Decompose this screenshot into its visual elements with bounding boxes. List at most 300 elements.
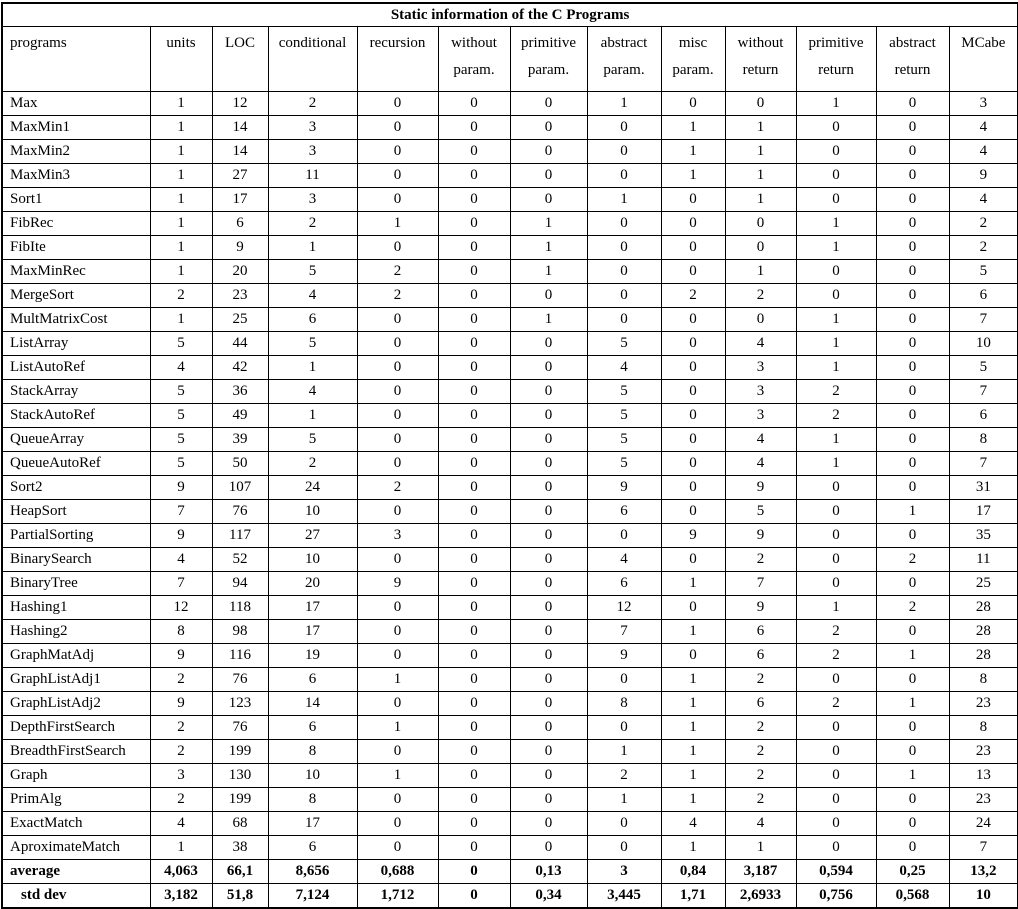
value-cell: 5: [150, 380, 212, 404]
value-cell: 2: [949, 212, 1018, 236]
value-cell: 1: [725, 836, 796, 860]
value-cell: 0: [876, 92, 949, 116]
col-header-line1: primitive: [808, 35, 864, 51]
value-cell: 0: [510, 500, 587, 524]
value-cell: 5: [587, 428, 661, 452]
value-cell: 1: [725, 188, 796, 212]
value-cell: 0: [661, 404, 725, 428]
table-row: [2, 764, 1018, 788]
value-cell: 2: [268, 92, 357, 116]
value-cell: 0: [876, 140, 949, 164]
value-cell: 9: [357, 572, 438, 596]
value-cell: 8,656: [268, 860, 357, 884]
value-cell: 0: [661, 548, 725, 572]
value-cell: 0: [796, 284, 876, 308]
value-cell: 0: [661, 236, 725, 260]
value-cell: 0: [438, 380, 510, 404]
value-cell: 1: [661, 572, 725, 596]
value-cell: 0: [357, 620, 438, 644]
table-row: [2, 572, 1018, 596]
value-cell: 13,2: [949, 860, 1018, 884]
value-cell: 1: [268, 236, 357, 260]
value-cell: 2: [876, 548, 949, 572]
value-cell: 14: [212, 140, 268, 164]
value-cell: 0: [876, 836, 949, 860]
value-cell: 1: [661, 116, 725, 140]
value-cell: 1: [150, 92, 212, 116]
value-cell: 0: [876, 572, 949, 596]
value-cell: 0: [510, 836, 587, 860]
value-cell: 0: [357, 812, 438, 836]
value-cell: 0: [357, 164, 438, 188]
value-cell: 0: [357, 740, 438, 764]
col-header-line1: without: [451, 35, 497, 51]
value-cell: 5: [587, 452, 661, 476]
value-cell: 0: [796, 716, 876, 740]
value-cell: 0: [438, 500, 510, 524]
value-cell: 0,13: [510, 860, 587, 884]
value-cell: 4: [725, 428, 796, 452]
value-cell: 0: [587, 212, 661, 236]
value-cell: 4: [268, 284, 357, 308]
program-name-cell: MaxMinRec: [2, 260, 150, 284]
value-cell: 0: [796, 548, 876, 572]
program-name-cell: QueueArray: [2, 428, 150, 452]
value-cell: 0: [510, 788, 587, 812]
value-cell: 1: [661, 164, 725, 188]
value-cell: 0: [725, 212, 796, 236]
value-cell: 0: [796, 164, 876, 188]
value-cell: 0: [876, 164, 949, 188]
value-cell: 4: [587, 356, 661, 380]
table-row: [2, 92, 1018, 116]
value-cell: 0: [796, 140, 876, 164]
table-row: [2, 164, 1018, 188]
value-cell: 0: [510, 92, 587, 116]
value-cell: 0: [661, 644, 725, 668]
value-cell: 0: [661, 92, 725, 116]
value-cell: 0: [876, 404, 949, 428]
value-cell: 0,568: [876, 884, 949, 909]
value-cell: 3: [725, 356, 796, 380]
program-name-cell: MaxMin2: [2, 140, 150, 164]
value-cell: 0: [661, 188, 725, 212]
value-cell: 3: [587, 860, 661, 884]
col-header-line1: programs: [10, 35, 67, 51]
value-cell: 10: [949, 332, 1018, 356]
value-cell: 35: [949, 524, 1018, 548]
value-cell: 0: [796, 740, 876, 764]
value-cell: 24: [268, 476, 357, 500]
value-cell: 199: [212, 740, 268, 764]
value-cell: 2: [661, 284, 725, 308]
table-row: [2, 812, 1018, 836]
value-cell: 117: [212, 524, 268, 548]
value-cell: 2: [725, 284, 796, 308]
table-row: [2, 692, 1018, 716]
value-cell: 3: [150, 764, 212, 788]
value-cell: 0: [357, 596, 438, 620]
value-cell: 0: [661, 380, 725, 404]
value-cell: 0: [438, 836, 510, 860]
value-cell: 9: [949, 164, 1018, 188]
value-cell: 2: [796, 620, 876, 644]
value-cell: 130: [212, 764, 268, 788]
program-name-cell: MaxMin1: [2, 116, 150, 140]
value-cell: 1: [268, 404, 357, 428]
value-cell: 6: [212, 212, 268, 236]
value-cell: 4: [725, 812, 796, 836]
value-cell: 0,34: [510, 884, 587, 909]
program-name-cell: Sort2: [2, 476, 150, 500]
program-name-cell: MergeSort: [2, 284, 150, 308]
program-name-cell: StackAutoRef: [2, 404, 150, 428]
value-cell: 0: [438, 668, 510, 692]
value-cell: 0,756: [796, 884, 876, 909]
value-cell: 66,1: [212, 860, 268, 884]
value-cell: 1: [796, 452, 876, 476]
value-cell: 0: [876, 308, 949, 332]
program-name-cell: Max: [2, 92, 150, 116]
value-cell: 3,182: [150, 884, 212, 909]
value-cell: 0: [357, 332, 438, 356]
value-cell: 0: [796, 812, 876, 836]
table-row: [2, 212, 1018, 236]
value-cell: 94: [212, 572, 268, 596]
value-cell: 0: [876, 668, 949, 692]
value-cell: 6: [268, 716, 357, 740]
stddev-row: [2, 884, 1018, 909]
value-cell: 1: [661, 716, 725, 740]
value-cell: 1: [725, 140, 796, 164]
value-cell: 2: [150, 668, 212, 692]
value-cell: 20: [212, 260, 268, 284]
value-cell: 3: [949, 92, 1018, 116]
col-header-primitive-param: [510, 27, 587, 92]
value-cell: 0: [357, 548, 438, 572]
value-cell: 0: [438, 140, 510, 164]
value-cell: 4: [268, 380, 357, 404]
value-cell: 8: [587, 692, 661, 716]
value-cell: 0: [438, 260, 510, 284]
value-cell: 2: [796, 644, 876, 668]
value-cell: 0: [661, 476, 725, 500]
value-cell: 0: [876, 284, 949, 308]
table-row: [2, 476, 1018, 500]
value-cell: 0: [587, 524, 661, 548]
value-cell: 0: [510, 116, 587, 140]
value-cell: 5: [725, 500, 796, 524]
column-header-row: [2, 27, 1018, 92]
value-cell: 1: [661, 692, 725, 716]
value-cell: 9: [587, 476, 661, 500]
value-cell: 0: [876, 212, 949, 236]
value-cell: 1: [150, 140, 212, 164]
value-cell: 2: [796, 380, 876, 404]
value-cell: 42: [212, 356, 268, 380]
value-cell: 10: [949, 884, 1018, 909]
value-cell: 0: [357, 836, 438, 860]
value-cell: 1: [725, 164, 796, 188]
value-cell: 6: [268, 308, 357, 332]
value-cell: 7: [587, 620, 661, 644]
value-cell: 0: [876, 788, 949, 812]
value-cell: 1: [150, 164, 212, 188]
value-cell: 0: [510, 764, 587, 788]
value-cell: 44: [212, 332, 268, 356]
value-cell: 0: [357, 452, 438, 476]
program-name-cell: DepthFirstSearch: [2, 716, 150, 740]
value-cell: 0: [438, 644, 510, 668]
program-name-cell: ExactMatch: [2, 812, 150, 836]
program-name-cell: PrimAlg: [2, 788, 150, 812]
value-cell: 25: [212, 308, 268, 332]
col-header-line1: conditional: [278, 35, 347, 51]
value-cell: 20: [268, 572, 357, 596]
value-cell: 23: [949, 692, 1018, 716]
value-cell: 9: [150, 692, 212, 716]
value-cell: 3: [725, 404, 796, 428]
value-cell: 0: [796, 764, 876, 788]
value-cell: 1: [587, 92, 661, 116]
value-cell: 13: [949, 764, 1018, 788]
value-cell: 0: [438, 284, 510, 308]
value-cell: 9: [150, 524, 212, 548]
program-name-cell: GraphListAdj1: [2, 668, 150, 692]
value-cell: 3: [268, 140, 357, 164]
value-cell: 0: [438, 620, 510, 644]
value-cell: 50: [212, 452, 268, 476]
col-header-abstract-param: [587, 27, 661, 92]
value-cell: 1: [357, 764, 438, 788]
program-name-cell: GraphListAdj2: [2, 692, 150, 716]
value-cell: 4: [150, 356, 212, 380]
value-cell: 0: [876, 740, 949, 764]
value-cell: 1: [150, 116, 212, 140]
value-cell: 199: [212, 788, 268, 812]
value-cell: 118: [212, 596, 268, 620]
col-header-conditional: [268, 27, 357, 92]
value-cell: 0: [357, 356, 438, 380]
col-header-without-param: [438, 27, 510, 92]
table-row: [2, 620, 1018, 644]
value-cell: 0: [587, 236, 661, 260]
value-cell: 0: [725, 236, 796, 260]
value-cell: 2: [357, 284, 438, 308]
program-name-cell: Sort1: [2, 188, 150, 212]
value-cell: 1: [510, 236, 587, 260]
value-cell: 2: [357, 260, 438, 284]
value-cell: 1: [661, 764, 725, 788]
value-cell: 1: [268, 356, 357, 380]
value-cell: 52: [212, 548, 268, 572]
static-info-table: [1, 2, 1018, 909]
value-cell: 0: [587, 668, 661, 692]
value-cell: 17: [212, 188, 268, 212]
value-cell: 0: [438, 572, 510, 596]
value-cell: 0: [796, 260, 876, 284]
value-cell: 0: [510, 620, 587, 644]
value-cell: 0: [796, 668, 876, 692]
table-row: [2, 284, 1018, 308]
value-cell: 0: [661, 308, 725, 332]
table-row: [2, 524, 1018, 548]
table-row: [2, 596, 1018, 620]
table-row: [2, 668, 1018, 692]
value-cell: 0: [796, 188, 876, 212]
col-header-abstract-return: [876, 27, 949, 92]
value-cell: 0: [357, 788, 438, 812]
value-cell: 2: [725, 740, 796, 764]
value-cell: 0: [510, 284, 587, 308]
value-cell: 0: [438, 332, 510, 356]
value-cell: 0: [510, 164, 587, 188]
value-cell: 4: [949, 116, 1018, 140]
value-cell: 0: [876, 356, 949, 380]
value-cell: 5: [587, 404, 661, 428]
value-cell: 0,84: [661, 860, 725, 884]
value-cell: 0: [876, 236, 949, 260]
value-cell: 0: [438, 356, 510, 380]
value-cell: 0: [876, 380, 949, 404]
value-cell: 1: [661, 140, 725, 164]
value-cell: 6: [268, 836, 357, 860]
value-cell: 2: [587, 764, 661, 788]
value-cell: 0: [510, 356, 587, 380]
value-cell: 1: [510, 308, 587, 332]
value-cell: 116: [212, 644, 268, 668]
value-cell: 0: [438, 764, 510, 788]
value-cell: 5: [150, 452, 212, 476]
value-cell: 1: [796, 356, 876, 380]
value-cell: 1: [150, 308, 212, 332]
value-cell: 1: [150, 188, 212, 212]
value-cell: 14: [268, 692, 357, 716]
value-cell: 1: [510, 212, 587, 236]
value-cell: 6: [725, 692, 796, 716]
value-cell: 0: [357, 92, 438, 116]
value-cell: 1: [796, 428, 876, 452]
value-cell: 3,187: [725, 860, 796, 884]
value-cell: 0,594: [796, 860, 876, 884]
value-cell: 1: [510, 260, 587, 284]
value-cell: 3: [268, 116, 357, 140]
value-cell: 0: [510, 668, 587, 692]
value-cell: 0: [357, 116, 438, 140]
value-cell: 0: [796, 116, 876, 140]
value-cell: 23: [212, 284, 268, 308]
value-cell: 0: [357, 188, 438, 212]
value-cell: 9: [725, 524, 796, 548]
program-name-cell: ListArray: [2, 332, 150, 356]
value-cell: 1: [357, 212, 438, 236]
col-header-line2: return: [742, 62, 779, 78]
value-cell: 8: [949, 668, 1018, 692]
value-cell: 0: [510, 596, 587, 620]
value-cell: 0: [438, 308, 510, 332]
value-cell: 7: [150, 572, 212, 596]
value-cell: 0: [438, 428, 510, 452]
col-header-line2: param.: [603, 62, 645, 78]
value-cell: 1: [587, 188, 661, 212]
value-cell: 5: [949, 260, 1018, 284]
value-cell: 0: [587, 308, 661, 332]
value-cell: 12: [587, 596, 661, 620]
program-name-cell: Graph: [2, 764, 150, 788]
value-cell: 0: [876, 812, 949, 836]
value-cell: 7: [150, 500, 212, 524]
value-cell: 7: [725, 572, 796, 596]
value-cell: 7: [949, 836, 1018, 860]
value-cell: 0: [876, 116, 949, 140]
value-cell: 0: [438, 596, 510, 620]
value-cell: 0: [510, 140, 587, 164]
value-cell: 10: [268, 500, 357, 524]
table-row: [2, 236, 1018, 260]
value-cell: 12: [212, 92, 268, 116]
value-cell: 0: [587, 836, 661, 860]
value-cell: 2: [725, 788, 796, 812]
table-row: [2, 404, 1018, 428]
value-cell: 7,124: [268, 884, 357, 909]
table-row: [2, 380, 1018, 404]
table-row: [2, 548, 1018, 572]
value-cell: 25: [949, 572, 1018, 596]
program-name-cell: BreadthFirstSearch: [2, 740, 150, 764]
col-header-line2: return: [818, 62, 854, 78]
value-cell: 9: [150, 644, 212, 668]
value-cell: 0: [587, 284, 661, 308]
value-cell: 1: [587, 740, 661, 764]
table-row: [2, 500, 1018, 524]
value-cell: 1: [661, 788, 725, 812]
value-cell: 0: [876, 188, 949, 212]
value-cell: 5: [949, 356, 1018, 380]
value-cell: 0: [510, 644, 587, 668]
program-name-cell: AproximateMatch: [2, 836, 150, 860]
value-cell: 0: [510, 716, 587, 740]
col-header-line2: param.: [672, 62, 714, 78]
value-cell: 0: [661, 356, 725, 380]
value-cell: 0: [357, 692, 438, 716]
value-cell: 1: [150, 236, 212, 260]
value-cell: 17: [268, 812, 357, 836]
value-cell: 0: [438, 716, 510, 740]
value-cell: 1: [796, 332, 876, 356]
value-cell: 1: [796, 92, 876, 116]
col-header-line1: abstract: [600, 35, 648, 51]
value-cell: 2: [725, 668, 796, 692]
value-cell: 0: [510, 572, 587, 596]
value-cell: 1: [661, 620, 725, 644]
value-cell: 0: [438, 116, 510, 140]
value-cell: 1: [587, 788, 661, 812]
value-cell: 0: [357, 404, 438, 428]
value-cell: 4: [150, 812, 212, 836]
table-row: [2, 332, 1018, 356]
value-cell: 14: [212, 116, 268, 140]
value-cell: 2: [949, 236, 1018, 260]
value-cell: 3,445: [587, 884, 661, 909]
value-cell: 2: [876, 596, 949, 620]
summary-label-cell: std dev: [2, 884, 150, 909]
value-cell: 2: [268, 452, 357, 476]
value-cell: 2: [725, 764, 796, 788]
summary-label-cell: average: [2, 860, 150, 884]
value-cell: 0: [796, 836, 876, 860]
col-header-line2: param.: [453, 62, 495, 78]
value-cell: 10: [268, 764, 357, 788]
